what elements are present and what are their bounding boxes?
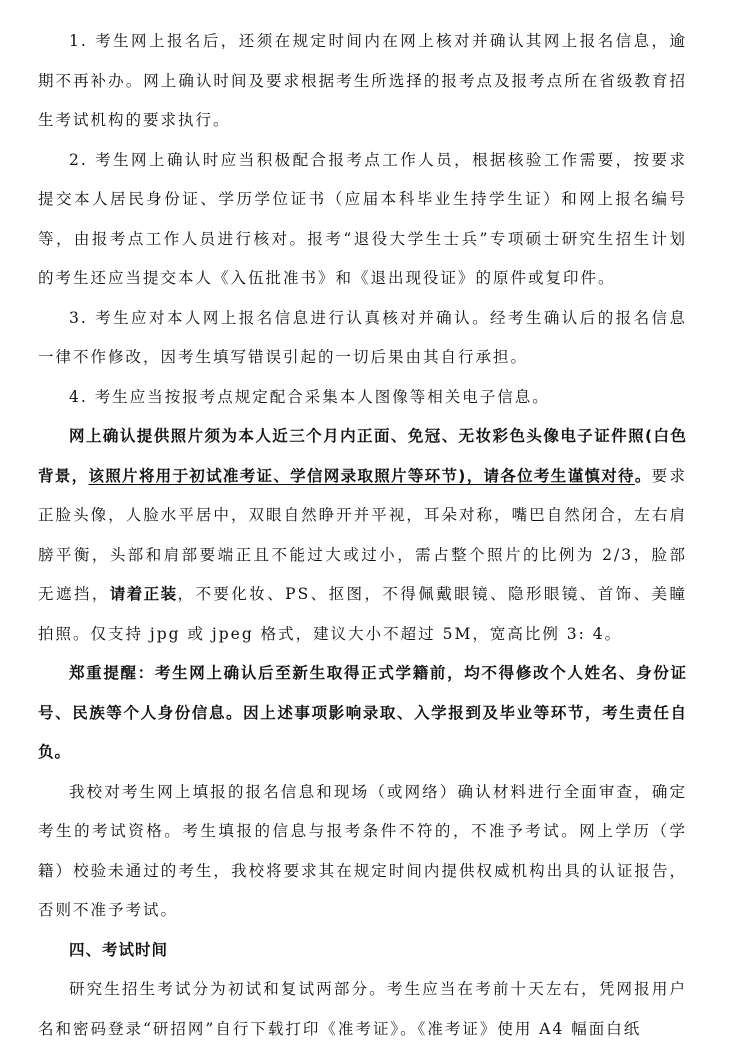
exam-time-paragraph: 研究生招生考试分为初试和复试两部分。考生应当在考前十天左右，凭网报用户名和密码登录“研招网”自行下载打印《准考证》。《准考证》使用 A4 幅面白纸 bbox=[38, 980, 687, 1038]
review-paragraph: 我校对考生网上填报的报名信息和现场（或网络）确认材料进行全面审查，确定考生的考试资格。考生填报的信息与报考条件不符的，不准予考试。网上学历（学籍）校验未通过的考生，我校将要求其在规定时间内提供权威机构出具的认证报告，否则不准予考试。 bbox=[38, 782, 687, 919]
photo-requirements-paragraph bbox=[38, 417, 687, 654]
notice-paragraph: 郑重提醒：考生网上确认后至新生取得正式学籍前，均不得修改个人姓名、身份证号、民族等个人身份信息。因上述事项影响录取、入学报到及毕业等环节，考生责任自负。 bbox=[38, 664, 687, 761]
photo-bold-text: 网上确认提供照片须为本人近三个月内正面、免冠、无妆彩色头像电子证件照(白色背景， bbox=[38, 427, 687, 485]
item-4-paragraph: 4. 考生应当按报考点规定配合采集本人图像等相关电子信息。 bbox=[69, 387, 550, 406]
photo-bold-underline-text: 该照片将用于初试准考证、学信网录取照片等环节)，请各位考生谨慎对待 bbox=[88, 466, 635, 485]
item-3-paragraph: 3. 考生应对本人网上报名信息进行认真核对并确认。经考生确认后的报名信息一律不作修改，因考生填写错误引起的一切后果由其自行承担。 bbox=[38, 308, 687, 366]
section-4-heading: 四、考试时间 bbox=[69, 940, 169, 959]
item-1-paragraph: 1. 考生网上报名后，还须在规定时间内在网上核对并确认其网上报名信息，逾期不再补办。网上确认时间及要求根据考生所选择的报考点及报考点所在省级教育招生考试机构的要求执行。 bbox=[38, 32, 687, 129]
photo-period: 。 bbox=[634, 466, 652, 485]
item-2-paragraph: 2. 考生网上确认时应当积极配合报考点工作人员，根据核验工作需要，按要求提交本人居民身份证、学历学位证书（应届本科毕业生持学生证）和网上报名编号等，由报考点工作人员进行核对。报考“退役大学生士兵”专项硕士研究生招生计划的考生还应当提交本人《入伍批准书》和《退出现役证》的原件或复印件。 bbox=[38, 150, 687, 287]
photo-normal-text: 要求正脸头像，人脸水平居中，双眼自然睁开并平视，耳朵对称，嘴巴自然闭合，左右肩膀平衡，头部和肩部要端正且不能过大或过小，需占整个照片的比例为 2/3，脸部无遮挡， bbox=[38, 466, 687, 603]
photo-normal-text-2: ，不要化妆、PS、抠图，不得佩戴眼镜、隐形眼镜、首饰、美瞳拍照。仅支持 jpg 或 jpeg 格式，建议大小不超过 5M，宽高比例 3: 4。 bbox=[38, 585, 687, 643]
photo-dress-text: 请着正装 bbox=[109, 585, 178, 603]
